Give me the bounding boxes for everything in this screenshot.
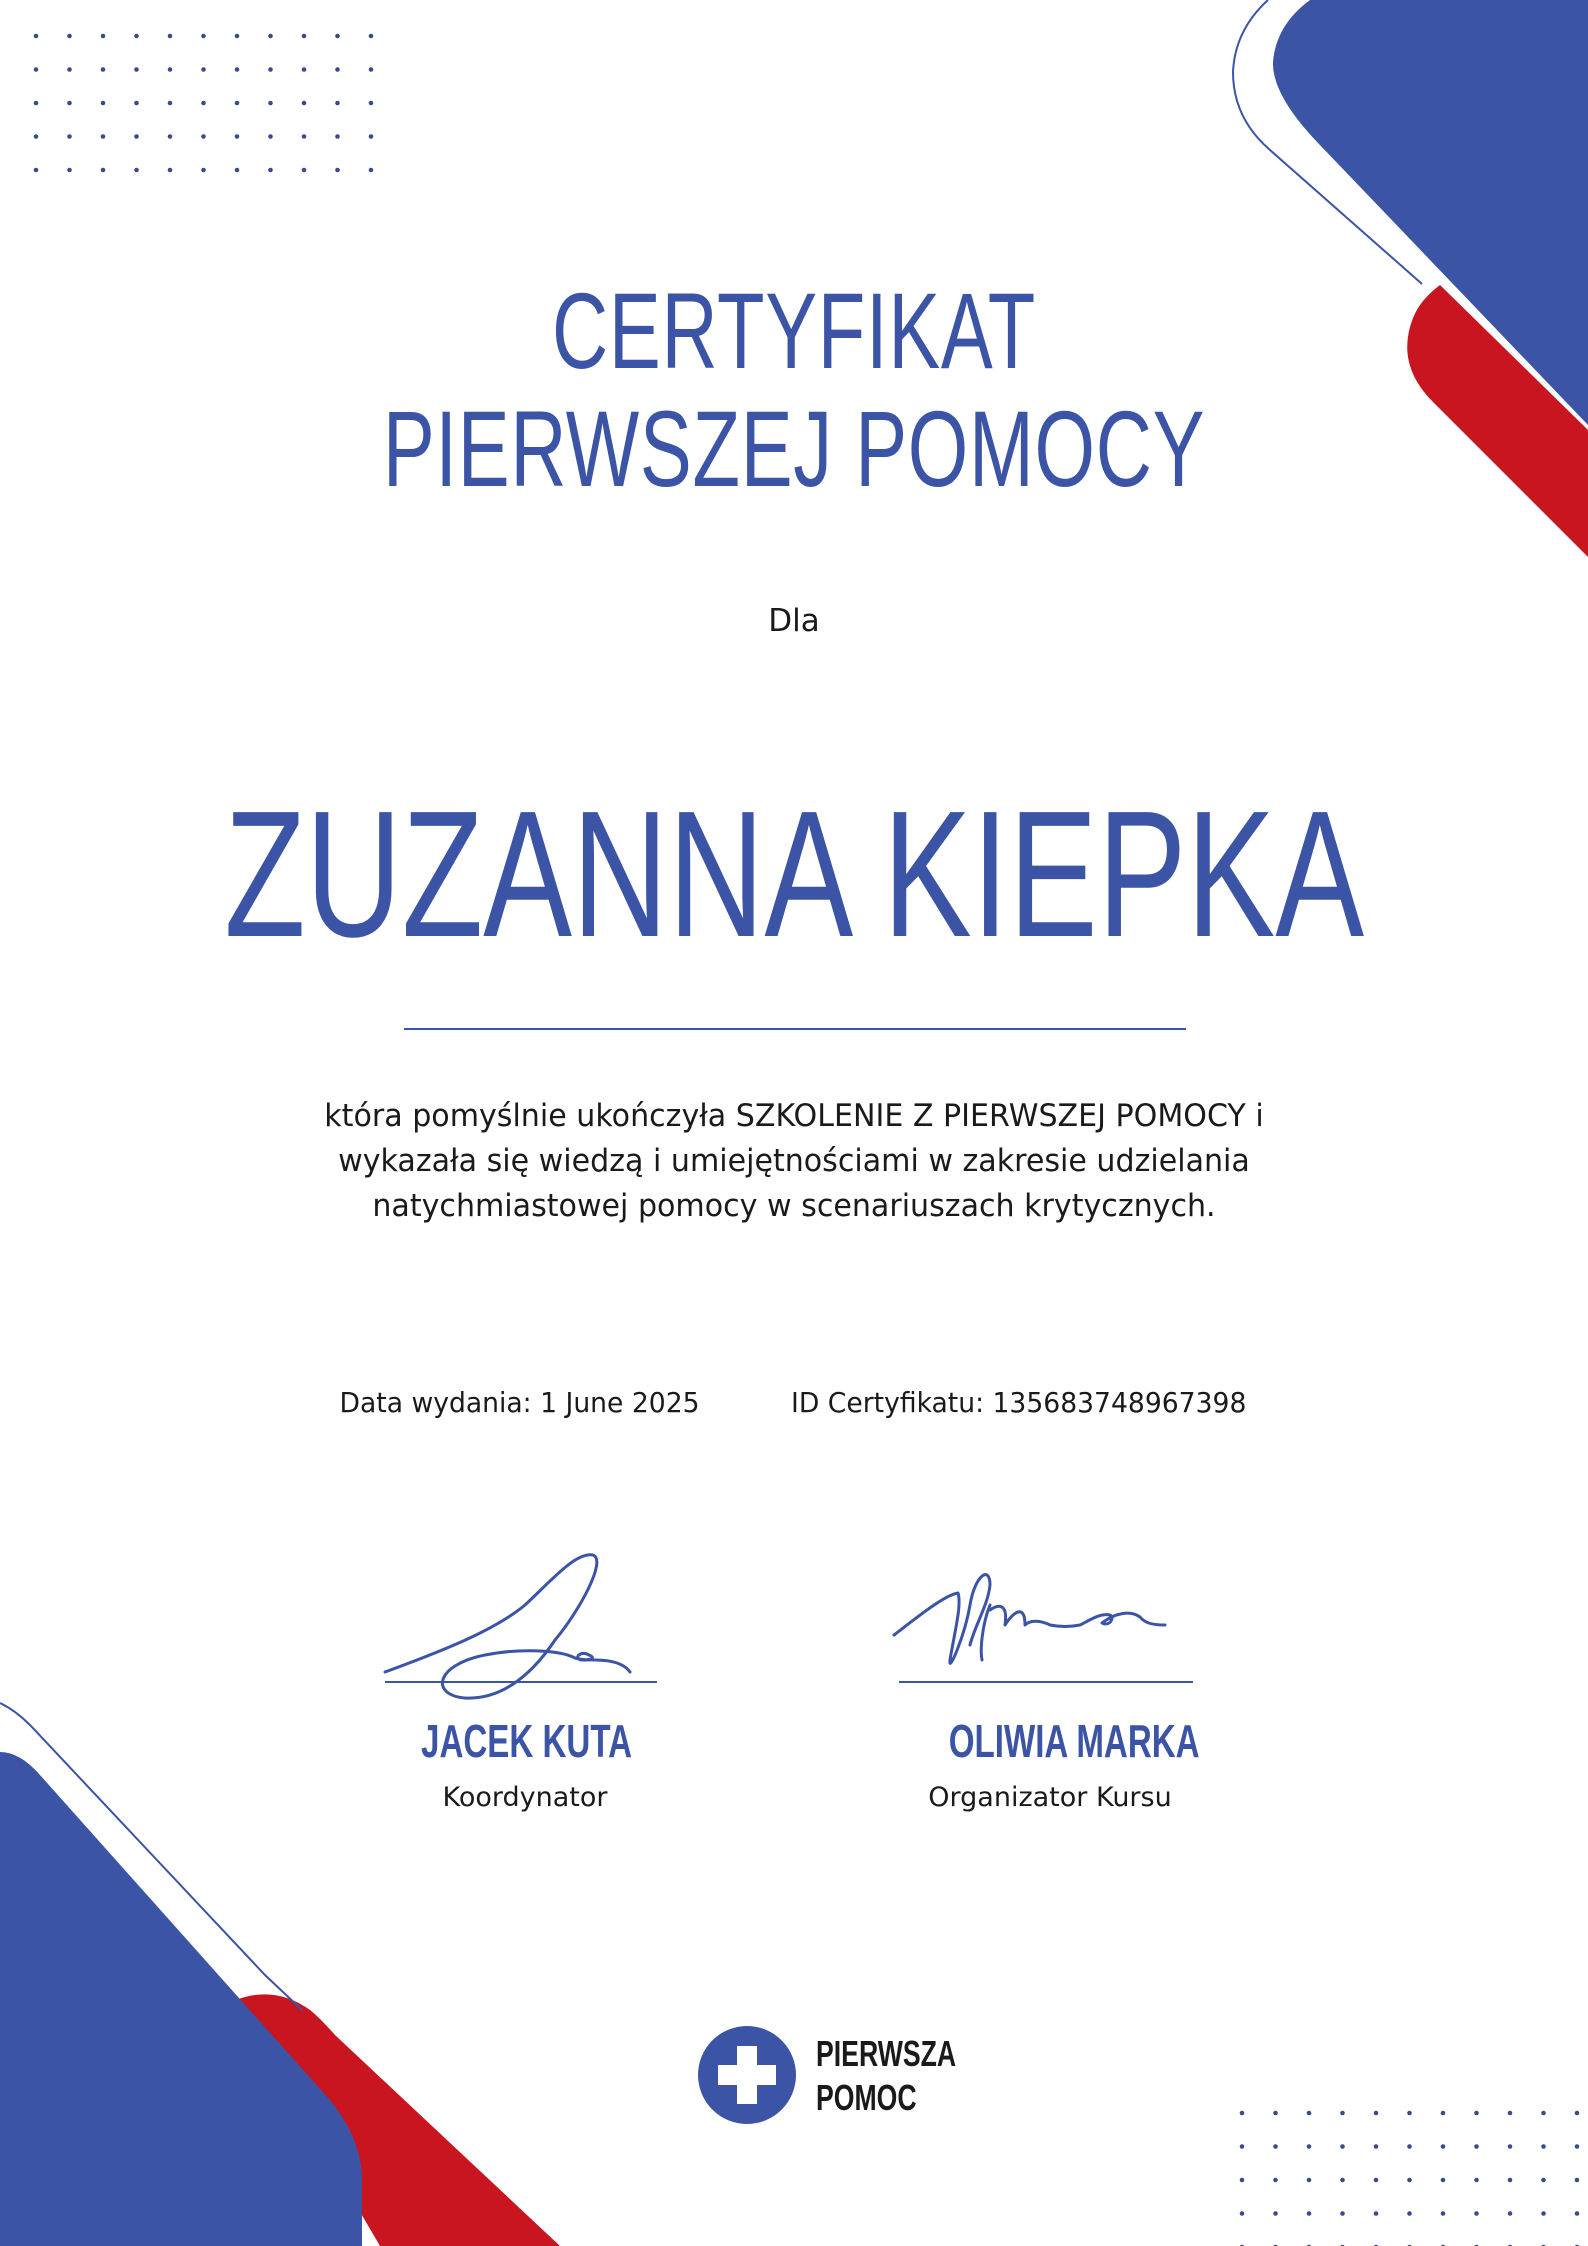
certificate-id: ID Certyfikatu: 135683748967398 bbox=[790, 1386, 1247, 1419]
corner-blue-bottom-left bbox=[0, 1752, 362, 2246]
body-line: wykazała się wiedzą i umiejętnościami w zakresie udzielania bbox=[338, 1143, 1250, 1179]
recipient-name-text: ZUZANNA KIEPKA bbox=[224, 774, 1364, 975]
dot-grid-top-left bbox=[21, 16, 389, 184]
recipient-name bbox=[0, 775, 1588, 975]
certificate-title bbox=[0, 272, 1588, 508]
for-label: Dla bbox=[768, 603, 820, 639]
signatory-name-1: JACEK KUTA bbox=[421, 1715, 633, 1767]
signature-line-2 bbox=[899, 1681, 1193, 1683]
dot-grid-bottom-right bbox=[1219, 2092, 1587, 2246]
signatory-name-2: OLIWIA MARKA bbox=[948, 1715, 1200, 1767]
signature-line-1 bbox=[385, 1681, 657, 1683]
logo-wordmark bbox=[816, 2032, 1005, 2120]
name-underline bbox=[404, 1028, 1186, 1030]
certificate-body bbox=[0, 1094, 1588, 1229]
certificate-meta bbox=[0, 1386, 1588, 1419]
medical-cross-icon bbox=[697, 2025, 797, 2125]
logo-line-2: POMOC bbox=[816, 2077, 917, 2118]
signatory-role-1: Koordynator bbox=[442, 1782, 608, 1813]
body-line: która pomyślnie ukończyła SZKOLENIE Z PIERWSZEJ POMOCY i bbox=[324, 1098, 1264, 1134]
title-line-1: CERTYFIKAT bbox=[552, 270, 1036, 391]
title-line-2: PIERWSZEJ POMOCY bbox=[382, 388, 1206, 509]
corner-outline-bottom-left bbox=[0, 1703, 302, 2010]
body-line: natychmiastowej pomocy w scenariuszach krytycznych. bbox=[372, 1188, 1216, 1224]
signature-oliwia-marka bbox=[890, 1565, 1210, 1675]
signatory-role-2: Organizator Kursu bbox=[928, 1782, 1172, 1813]
issue-date: Data wydania: 1 June 2025 bbox=[339, 1386, 700, 1419]
signature-jacek-kuta bbox=[375, 1550, 635, 1710]
corner-red-band-bottom-left bbox=[236, 1994, 560, 2246]
corner-outline-top-right bbox=[1233, 0, 1422, 284]
logo-line-1: PIERWSZA bbox=[816, 2033, 957, 2074]
